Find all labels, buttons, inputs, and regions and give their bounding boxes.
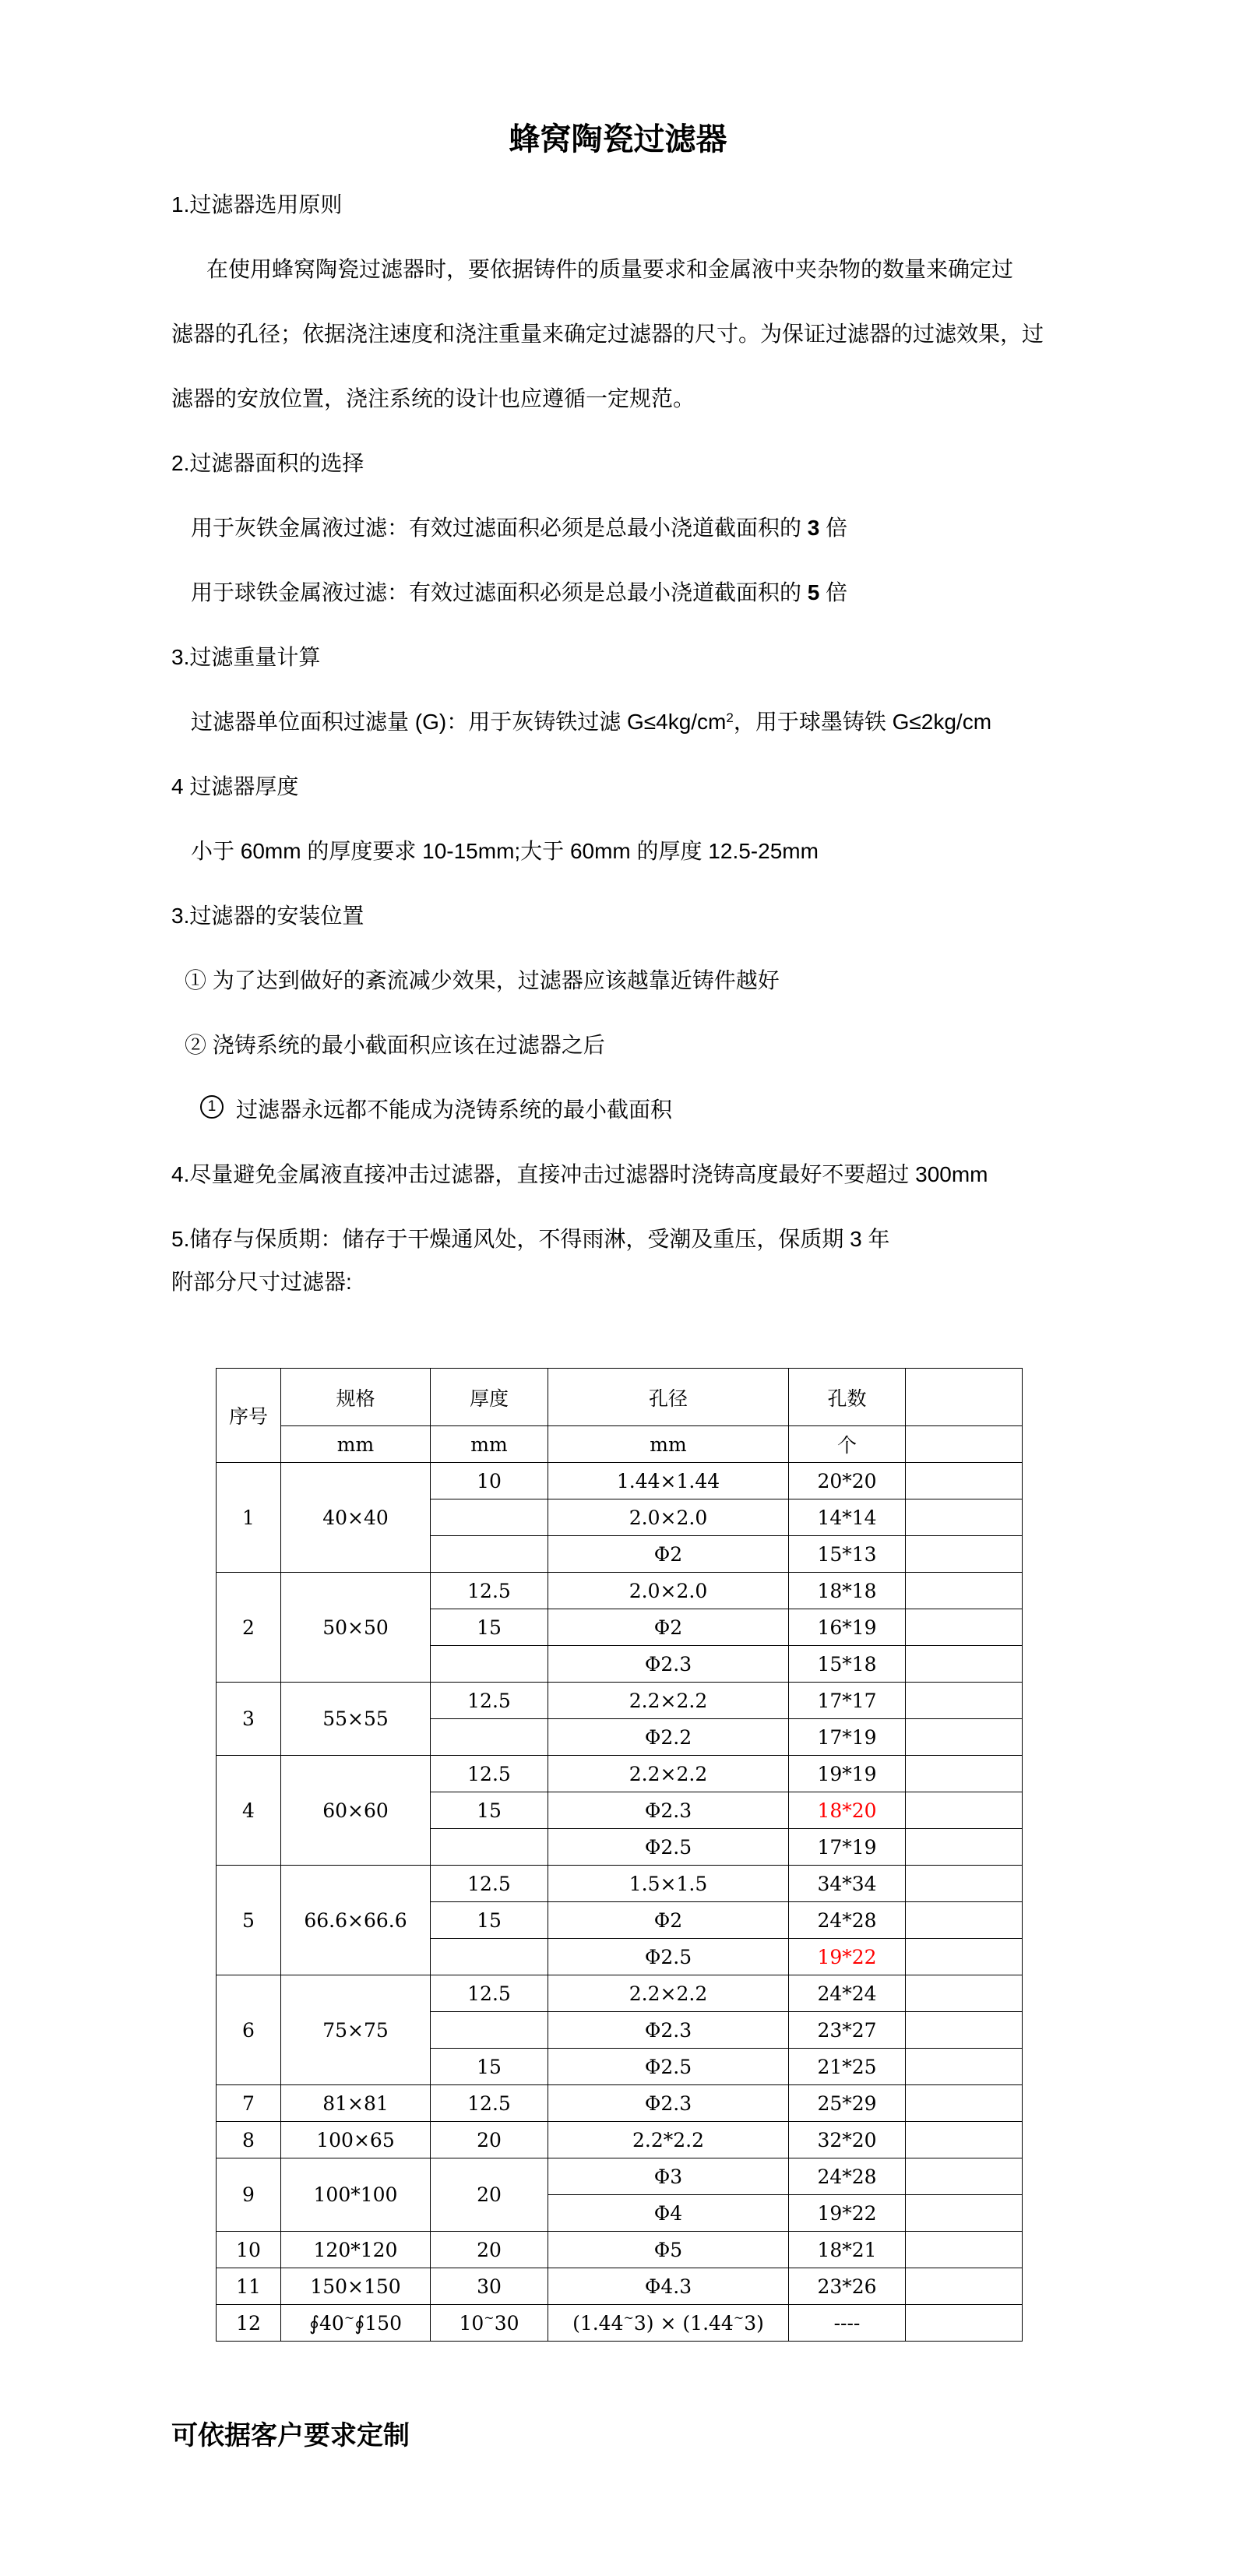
hole-count-cell: 18*21 xyxy=(789,2232,906,2268)
serial-cell: 9 xyxy=(217,2158,281,2232)
hole-size-cell: Φ2 xyxy=(548,1609,789,1646)
thickness-cell xyxy=(431,1499,548,1536)
thickness-cell: 15 xyxy=(431,1902,548,1939)
hole-size-cell: Φ2 xyxy=(548,1536,789,1573)
text-segment: 3.过滤重量计算 xyxy=(171,645,321,669)
serial-cell: 6 xyxy=(217,1975,281,2085)
hole-count-cell: 17*17 xyxy=(789,1683,906,1719)
spec-table-body xyxy=(217,1463,1023,2342)
hole-size-cell: Φ2.3 xyxy=(548,2085,789,2122)
serial-cell: 3 xyxy=(217,1683,281,1756)
hole-count-cell: 18*20 xyxy=(789,1792,906,1829)
hole-count-cell: 15*13 xyxy=(789,1536,906,1573)
header-hole-count: 孔数 xyxy=(789,1369,906,1426)
hole-count-cell: 24*24 xyxy=(789,1975,906,2012)
thickness-cell xyxy=(431,2012,548,2049)
spec-cell: 150×150 xyxy=(281,2268,431,2305)
thickness-cell: 20 xyxy=(431,2122,548,2158)
tilde-sup: ~ xyxy=(733,2310,745,2325)
filter-capacity-line xyxy=(171,689,1075,754)
thickness-cell: 15 xyxy=(431,1792,548,1829)
hole-count-cell: ---- xyxy=(789,2305,906,2342)
hole-size-cell: 1.44×1.44 xyxy=(548,1463,789,1499)
table-row xyxy=(217,1756,1023,1792)
table-row xyxy=(217,2158,1023,2195)
text-segment: ② 浇铸系统的最小截面积应该在过滤器之后 xyxy=(185,1033,605,1057)
blank-cell xyxy=(906,2049,1023,2085)
table-row xyxy=(217,1573,1023,1609)
hole-size-cell: Φ4 xyxy=(548,2195,789,2232)
spec-cell: 120*120 xyxy=(281,2232,431,2268)
hole-size-cell: 2.0×2.0 xyxy=(548,1499,789,1536)
spec-cell: 50×50 xyxy=(281,1573,431,1683)
hole-size-cell: 2.2×2.2 xyxy=(548,1683,789,1719)
blank-cell xyxy=(906,1499,1023,1536)
thickness-cell: 20 xyxy=(431,2232,548,2268)
text-segment: 4 过滤器厚度 xyxy=(171,774,299,798)
hole-size-cell: Φ2.3 xyxy=(548,1646,789,1683)
hole-size-cell: Φ2.5 xyxy=(548,1829,789,1866)
header-serial: 序号 xyxy=(217,1369,281,1463)
text-segment: ① 为了达到做好的紊流减少效果，过滤器应该越靠近铸件越好 xyxy=(185,968,780,992)
thickness-cell: 15 xyxy=(431,2049,548,2085)
section-1-heading xyxy=(171,172,1075,237)
text-segment: 过滤器永远都不能成为浇铸系统的最小截面积 xyxy=(236,1098,673,1122)
serial-cell: 11 xyxy=(217,2268,281,2305)
blank-cell xyxy=(906,1719,1023,1756)
text-segment: 4.尽量避免金属液直接冲击过滤器，直接冲击过滤器时浇铸高度最好不要超过 300mm xyxy=(171,1162,988,1186)
table-row xyxy=(217,1975,1023,2012)
hole-size-cell: Φ3 xyxy=(548,2158,789,2195)
header-thickness: 厚度 xyxy=(431,1369,548,1426)
spec-cell: 100×65 xyxy=(281,2122,431,2158)
hole-count-cell: 15*18 xyxy=(789,1646,906,1683)
text-lines xyxy=(171,172,1075,1314)
para-selection-line-1 xyxy=(171,237,1075,301)
hole-size-cell: Φ2.5 xyxy=(548,1939,789,1975)
spec-cell: ∮40~∮150 xyxy=(281,2305,431,2342)
thickness-cell: 12.5 xyxy=(431,1975,548,2012)
serial-cell: 1 xyxy=(217,1463,281,1573)
spec-cell: 66.6×66.6 xyxy=(281,1866,431,1975)
thickness-cell: 10~30 xyxy=(431,2305,548,2342)
table-unit-row xyxy=(217,1426,1023,1463)
blank-cell xyxy=(906,1573,1023,1609)
blank-cell xyxy=(906,2122,1023,2158)
page-title: 蜂窝陶瓷过滤器 xyxy=(509,122,727,157)
tilde-sup: ~ xyxy=(623,2310,634,2325)
text-segment: 滤器的孔径；依据浇注速度和浇注重量来确定过滤器的尺寸。为保证过滤器的过滤效果，过 xyxy=(171,322,1044,346)
hole-count-cell: 24*28 xyxy=(789,1902,906,1939)
header-blank xyxy=(906,1369,1023,1426)
install-item-1 xyxy=(171,948,1075,1013)
hole-count-cell: 19*22 xyxy=(789,2195,906,2232)
unit-spec: mm xyxy=(281,1426,431,1463)
table-header-row xyxy=(217,1369,1023,1426)
blank-cell xyxy=(906,1683,1023,1719)
text-segment: ，用于球墨铸铁 G≤2kg/cm xyxy=(733,710,992,734)
hole-size-cell: Φ2.3 xyxy=(548,1792,789,1829)
text-segment: 倍 xyxy=(819,580,848,604)
serial-cell: 12 xyxy=(217,2305,281,2342)
thickness-cell: 12.5 xyxy=(431,1573,548,1609)
hole-count-cell: 23*27 xyxy=(789,2012,906,2049)
unit-hole-count: 个 xyxy=(789,1426,906,1463)
thickness-cell: 12.5 xyxy=(431,1756,548,1792)
tilde-sup: ~ xyxy=(343,2310,355,2325)
serial-cell: 4 xyxy=(217,1756,281,1866)
table-row xyxy=(217,2268,1023,2305)
table-row xyxy=(217,1866,1023,1902)
hole-count-cell: 23*26 xyxy=(789,2268,906,2305)
thickness-cell: 10 xyxy=(431,1463,548,1499)
thickness-cell xyxy=(431,1829,548,1866)
hole-size-cell: Φ5 xyxy=(548,2232,789,2268)
spec-cell: 55×55 xyxy=(281,1683,431,1756)
hole-count-cell: 19*22 xyxy=(789,1939,906,1975)
text-segment: 在使用蜂窝陶瓷过滤器时，要依据铸件的质量要求和金属液中夹杂物的数量来确定过 xyxy=(206,257,1014,281)
hole-count-cell: 21*25 xyxy=(789,2049,906,2085)
hole-count-cell: 14*14 xyxy=(789,1499,906,1536)
unit-hole-size: mm xyxy=(548,1426,789,1463)
hole-size-cell: 2.0×2.0 xyxy=(548,1573,789,1609)
gray-iron-rule-line xyxy=(171,495,1075,560)
hole-size-cell: Φ4.3 xyxy=(548,2268,789,2305)
table-header xyxy=(217,1369,1023,1463)
hole-size-cell: 2.2*2.2 xyxy=(548,2122,789,2158)
serial-cell: 7 xyxy=(217,2085,281,2122)
hole-count-cell: 17*19 xyxy=(789,1719,906,1756)
text-segment: 用于灰铁金属液过滤：有效过滤面积必须是总最小浇道截面积的 xyxy=(191,516,808,540)
hole-count-cell: 16*19 xyxy=(789,1609,906,1646)
text-segment: 3 xyxy=(807,516,820,540)
table-row xyxy=(217,2305,1023,2342)
thickness-cell: 20 xyxy=(431,2158,548,2232)
thickness-cell xyxy=(431,1719,548,1756)
tilde-sup: ~ xyxy=(484,2310,495,2325)
thickness-cell: 15 xyxy=(431,1609,548,1646)
thickness-cell xyxy=(431,1536,548,1573)
custom-note: 可依据客户要求定制 xyxy=(171,2421,410,2451)
thickness-cell: 12.5 xyxy=(431,1683,548,1719)
section-3-heading xyxy=(171,625,1075,689)
hole-count-cell: 25*29 xyxy=(789,2085,906,2122)
text-segment: 小于 60mm 的厚度要求 10-15mm;大于 60mm 的厚度 12.5-25mm xyxy=(191,839,819,863)
thickness-cell: 12.5 xyxy=(431,1866,548,1902)
para-selection-line-3 xyxy=(171,366,1075,431)
hole-count-cell: 24*28 xyxy=(789,2158,906,2195)
blank-cell xyxy=(906,1792,1023,1829)
ductile-iron-rule-line xyxy=(171,560,1075,625)
text-segment: 过滤器单位面积过滤量 (G)：用于灰铸铁过滤 G≤4kg/cm xyxy=(191,710,727,734)
thickness-cell xyxy=(431,1646,548,1683)
text-segment: 附部分尺寸过滤器: xyxy=(171,1270,352,1294)
hole-size-cell: Φ2.5 xyxy=(548,2049,789,2085)
hole-size-cell: Φ2.3 xyxy=(548,2012,789,2049)
hole-count-cell: 17*19 xyxy=(789,1829,906,1866)
text-segment: 用于球铁金属液过滤：有效过滤面积必须是总最小浇道截面积的 xyxy=(191,580,808,604)
table-row xyxy=(217,1463,1023,1499)
hole-count-cell: 20*20 xyxy=(789,1463,906,1499)
install-item-3 xyxy=(171,1077,1075,1142)
spec-cell: 100*100 xyxy=(281,2158,431,2232)
text-segment: 5 xyxy=(807,580,820,604)
thickness-cell: 12.5 xyxy=(431,2085,548,2122)
section-4-heading xyxy=(171,754,1075,819)
spec-cell: 40×40 xyxy=(281,1463,431,1573)
table-row xyxy=(217,2122,1023,2158)
blank-cell xyxy=(906,2195,1023,2232)
section-3b-heading xyxy=(171,883,1075,948)
hole-size-cell: 1.5×1.5 xyxy=(548,1866,789,1902)
blank-cell xyxy=(906,1756,1023,1792)
blank-cell xyxy=(906,2232,1023,2268)
hole-size-cell: Φ2 xyxy=(548,1902,789,1939)
hole-count-cell: 18*18 xyxy=(789,1573,906,1609)
text-segment: 3.过滤器的安装位置 xyxy=(171,904,364,928)
text-segment: 滤器的安放位置，浇注系统的设计也应遵循一定规范。 xyxy=(171,386,695,411)
text-segment: 2.过滤器面积的选择 xyxy=(171,451,364,475)
hole-size-cell: 2.2×2.2 xyxy=(548,1756,789,1792)
hole-size-cell: 2.2×2.2 xyxy=(548,1975,789,2012)
install-item-2 xyxy=(171,1013,1075,1077)
header-spec: 规格 xyxy=(281,1369,431,1426)
blank-cell xyxy=(906,2012,1023,2049)
blank-cell xyxy=(906,1939,1023,1975)
section-4b-heading xyxy=(171,1142,1075,1207)
text-segment: 1.过滤器选用原则 xyxy=(171,192,343,217)
serial-cell: 10 xyxy=(217,2232,281,2268)
thickness-cell: 30 xyxy=(431,2268,548,2305)
spec-cell: 81×81 xyxy=(281,2085,431,2122)
blank-cell xyxy=(906,1646,1023,1683)
hole-count-cell: 34*34 xyxy=(789,1866,906,1902)
serial-cell: 5 xyxy=(217,1866,281,1975)
blank-cell xyxy=(906,1609,1023,1646)
table-row xyxy=(217,2232,1023,2268)
blank-cell xyxy=(906,1463,1023,1499)
hole-size-cell: (1.44~3) × (1.44~3) xyxy=(548,2305,789,2342)
spec-cell: 60×60 xyxy=(281,1756,431,1866)
thickness-rule-line xyxy=(171,819,1075,883)
circled-number: 1 xyxy=(200,1095,224,1119)
blank-cell xyxy=(906,1536,1023,1573)
unit-thickness: mm xyxy=(431,1426,548,1463)
header-hole-size: 孔径 xyxy=(548,1369,789,1426)
serial-cell: 8 xyxy=(217,2122,281,2158)
blank-cell xyxy=(906,2158,1023,2195)
blank-cell xyxy=(906,1975,1023,2012)
blank-cell xyxy=(906,1829,1023,1866)
unit-blank xyxy=(906,1426,1023,1463)
spec-cell: 75×75 xyxy=(281,1975,431,2085)
filter-size-table xyxy=(216,1368,1023,2342)
blank-cell xyxy=(906,2305,1023,2342)
hole-count-cell: 19*19 xyxy=(789,1756,906,1792)
blank-cell xyxy=(906,2085,1023,2122)
hole-count-cell: 32*20 xyxy=(789,2122,906,2158)
table-row xyxy=(217,1683,1023,1719)
text-segment: 5.储存与保质期：储存于干燥通风处，不得雨淋，受潮及重压，保质期 3 年 xyxy=(171,1227,890,1251)
document-body xyxy=(171,172,1075,2452)
section-2-heading xyxy=(171,431,1075,495)
blank-cell xyxy=(906,1866,1023,1902)
hole-size-cell: Φ2.2 xyxy=(548,1719,789,1756)
blank-cell xyxy=(906,2268,1023,2305)
superscript: 2 xyxy=(726,710,734,725)
thickness-cell xyxy=(431,1939,548,1975)
blank-cell xyxy=(906,1902,1023,1939)
text-segment: 倍 xyxy=(819,516,848,540)
para-selection-line-2 xyxy=(171,301,1075,366)
table-row xyxy=(217,2085,1023,2122)
serial-cell: 2 xyxy=(217,1573,281,1683)
